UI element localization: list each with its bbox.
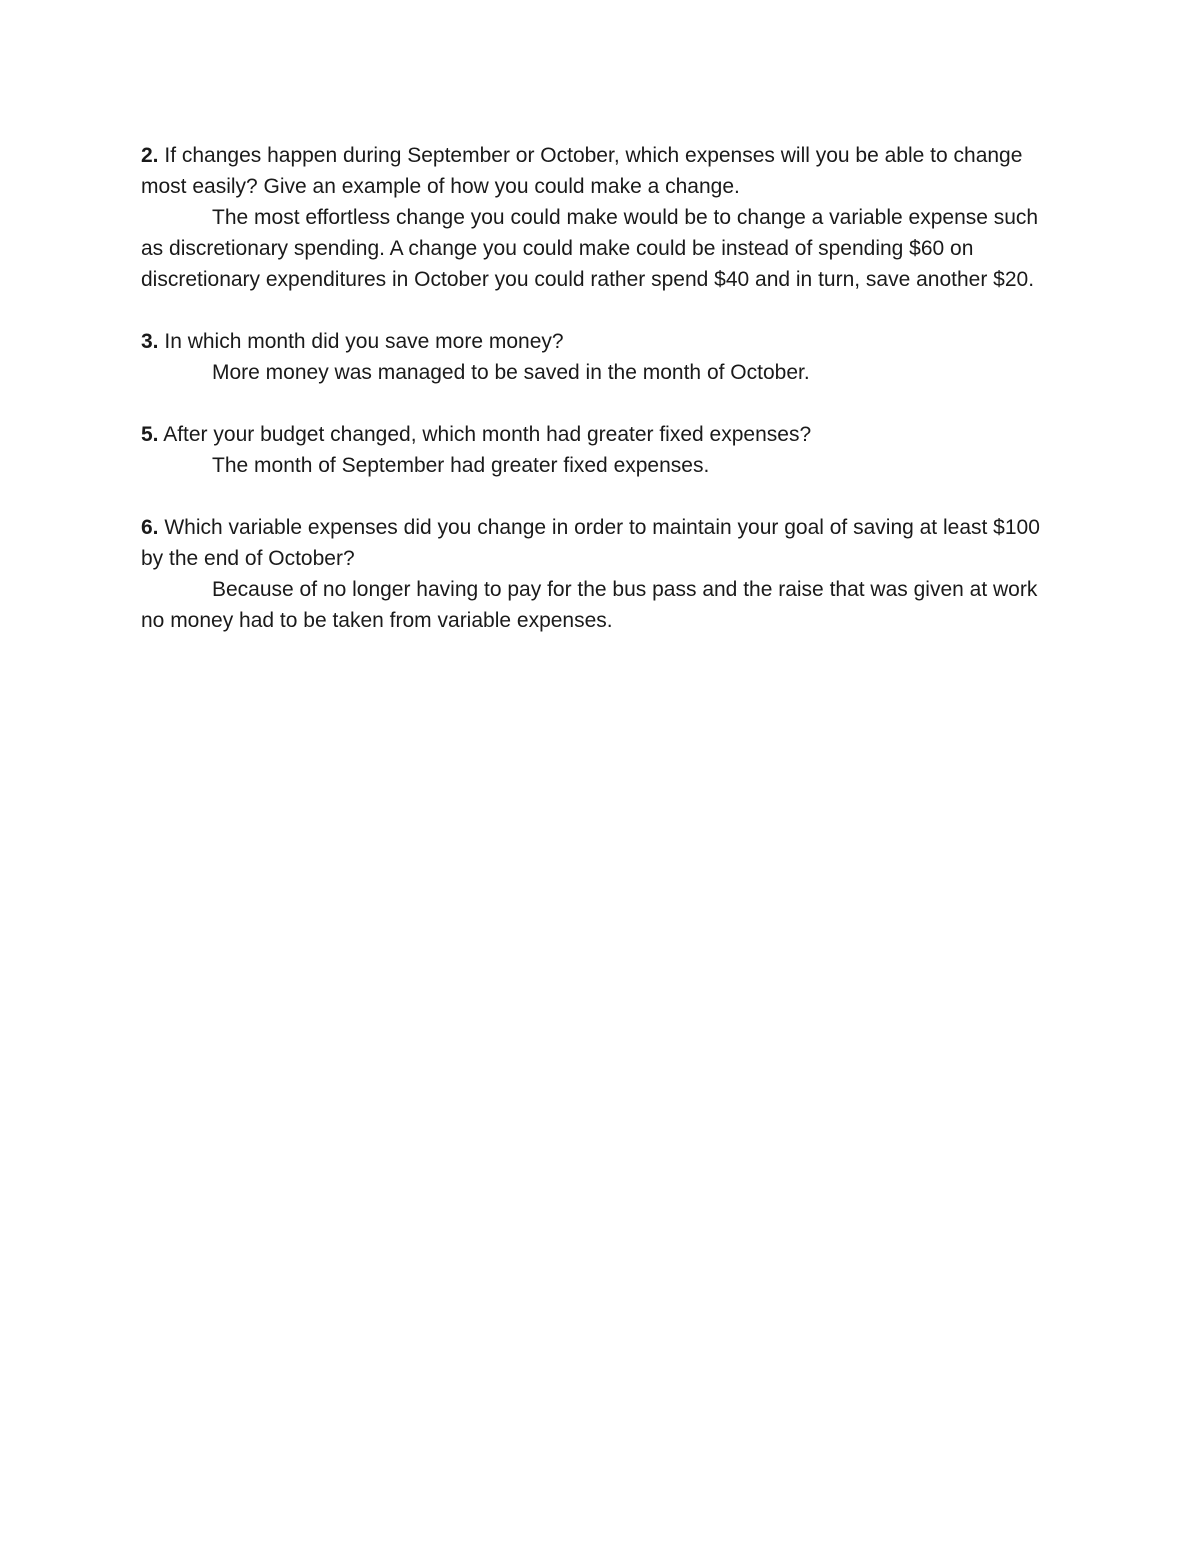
question-text: If changes happen during September or October, which expenses will you be able to change most easily? Give an example of how you could make a change. xyxy=(141,144,1023,198)
question-number: 5. xyxy=(141,423,159,446)
question-number: 6. xyxy=(141,516,159,539)
question-block-6 xyxy=(141,512,1061,636)
question-2 xyxy=(141,140,1061,202)
answer-6: Because of no longer having to pay for the bus pass and the raise that was given at work no money had to be taken from variable expenses. xyxy=(141,578,1038,632)
answer-2: The most effortless change you could make would be to change a variable expense such as discretionary spending. A change you could make could be instead of spending $60 on discretionary expenditures in October you could rather spend $40 and in turn, save another $20. xyxy=(141,206,1039,291)
answer-3: More money was managed to be saved in the month of October. xyxy=(212,361,810,384)
answer-5: The month of September had greater fixed expenses. xyxy=(212,454,710,477)
question-block-3 xyxy=(141,326,1061,388)
question-text: After your budget changed, which month had greater fixed expenses? xyxy=(163,423,812,446)
document-body xyxy=(141,140,1061,667)
question-5 xyxy=(141,419,1061,450)
question-number: 3. xyxy=(141,330,159,353)
question-number: 2. xyxy=(141,144,159,167)
question-text: Which variable expenses did you change in order to maintain your goal of saving at least $100 by the end of October? xyxy=(141,516,1040,570)
question-block-5 xyxy=(141,419,1061,481)
question-text: In which month did you save more money? xyxy=(164,330,564,353)
question-6 xyxy=(141,512,1061,574)
question-block-2 xyxy=(141,140,1061,295)
question-3 xyxy=(141,326,1061,357)
